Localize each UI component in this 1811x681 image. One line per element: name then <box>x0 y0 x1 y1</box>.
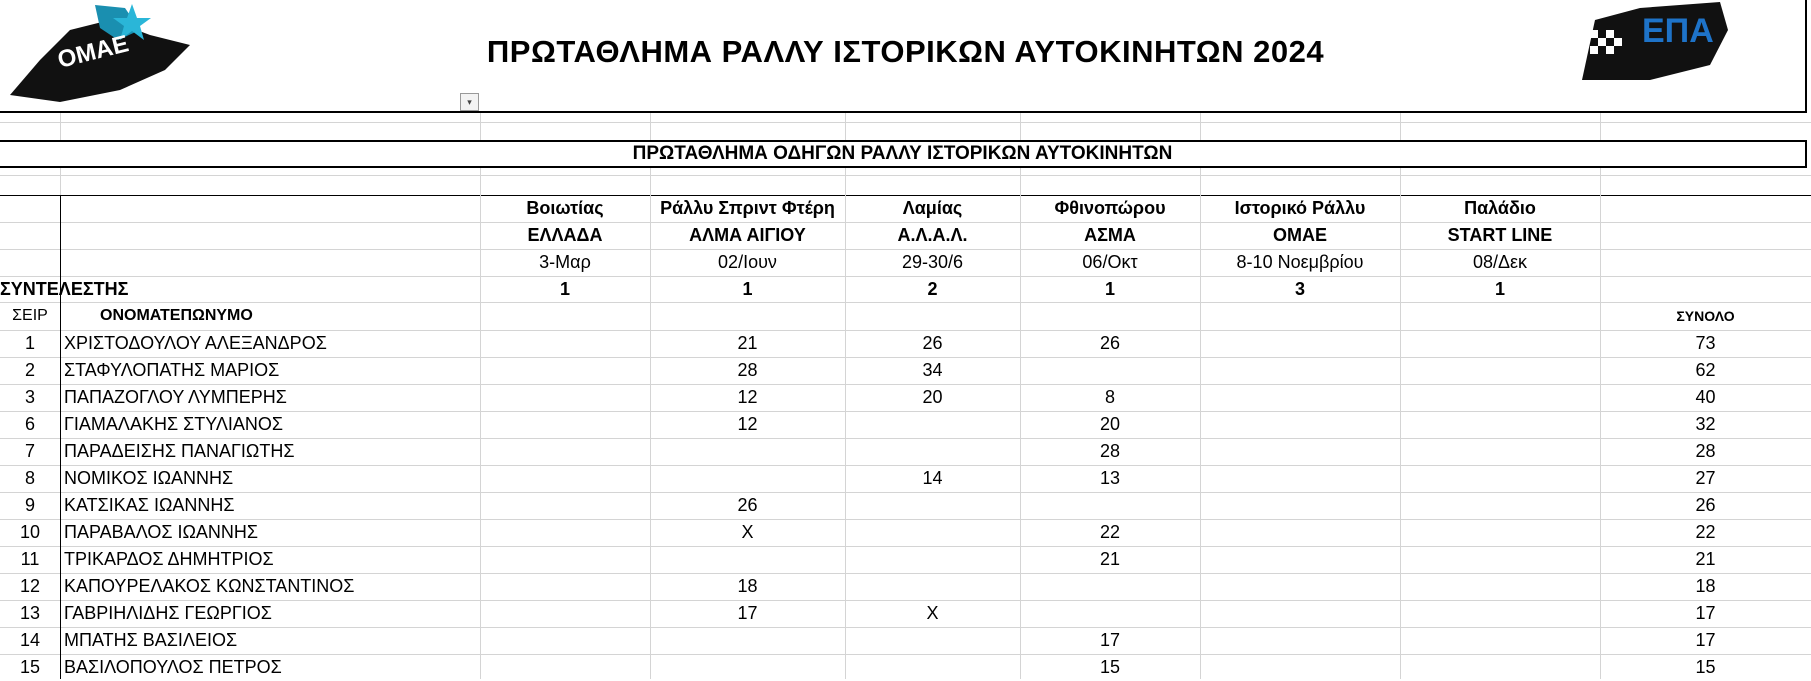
rank-cell[interactable]: 13 <box>19 603 41 623</box>
event-organizer-cell[interactable]: ΟΜΑΕ <box>1273 225 1327 245</box>
score-cell[interactable] <box>650 654 845 681</box>
score-cell[interactable]: X <box>741 522 754 542</box>
score-cell[interactable] <box>1200 654 1400 681</box>
score-cell[interactable] <box>480 330 650 357</box>
score-cell[interactable]: 21 <box>1099 549 1121 569</box>
total-header[interactable]: ΣΥΝΟΛΟ <box>1676 308 1735 324</box>
score-cell[interactable] <box>650 627 845 654</box>
score-cell[interactable] <box>480 465 650 492</box>
score-cell[interactable] <box>480 384 650 411</box>
event-organizer-cell[interactable]: ΑΛΜΑ ΑΙΓΙΟΥ <box>689 225 806 245</box>
score-cell[interactable] <box>845 411 1020 438</box>
score-cell[interactable] <box>1200 411 1400 438</box>
rank-cell[interactable]: 11 <box>20 549 40 569</box>
rank-cell[interactable]: 3 <box>24 387 35 407</box>
score-cell[interactable]: X <box>926 603 939 623</box>
rank-cell[interactable]: 9 <box>24 495 35 515</box>
score-cell[interactable] <box>1200 330 1400 357</box>
score-cell[interactable]: 12 <box>737 387 758 407</box>
score-cell[interactable] <box>845 573 1020 600</box>
logo-left-text: ΟΜΑΕ <box>54 30 132 74</box>
page-title: ΠΡΩΤΑΘΛΗΜΑ ΡΑΛΛΥ ΙΣΤΟΡΙΚΩΝ ΑΥΤΟΚΙΝΗΤΩΝ 2024 <box>486 34 1325 69</box>
total-cell[interactable]: 32 <box>1695 414 1716 434</box>
rank-header[interactable]: ΣΕΙΡ <box>12 307 48 324</box>
score-cell[interactable] <box>1400 492 1600 519</box>
total-cell[interactable]: 27 <box>1695 468 1716 488</box>
total-cell[interactable]: 15 <box>1695 657 1716 677</box>
rank-cell[interactable]: 14 <box>19 630 41 650</box>
event-coefficient-cell[interactable]: 1 <box>559 279 570 299</box>
grid-col-line <box>1600 113 1601 140</box>
score-cell[interactable] <box>1400 465 1600 492</box>
event-name-cell[interactable]: Ράλλυ Σπριντ Φτέρη <box>660 198 835 218</box>
driver-name-cell[interactable]: ΝΟΜΙΚΟΣ ΙΩΑΝΝΗΣ <box>64 468 234 488</box>
driver-name-cell[interactable]: ΜΠΑΤΗΣ ΒΑΣΙΛΕΙΟΣ <box>64 630 238 650</box>
total-cell[interactable]: 18 <box>1695 576 1716 596</box>
name-col-border <box>60 195 61 679</box>
score-cell[interactable] <box>1400 654 1600 681</box>
score-cell[interactable] <box>480 654 650 681</box>
grid-col-line <box>1200 113 1201 140</box>
total-cell[interactable]: 17 <box>1695 603 1716 623</box>
rank-cell[interactable]: 12 <box>19 576 41 596</box>
score-cell[interactable]: 20 <box>922 387 943 407</box>
grid-row-line <box>0 175 1811 176</box>
score-cell[interactable] <box>480 519 650 546</box>
score-cell[interactable] <box>845 438 1020 465</box>
score-cell[interactable]: 18 <box>737 576 758 596</box>
event-organizer-cell[interactable]: ΕΛΛΑΔΑ <box>527 225 603 245</box>
driver-name-cell[interactable]: ΚΑΤΣΙΚΑΣ ΙΩΑΝΝΗΣ <box>64 495 235 515</box>
grid-col-line <box>60 113 61 140</box>
dropdown-arrow-icon[interactable]: ▾ <box>460 93 479 111</box>
score-cell[interactable] <box>845 627 1020 654</box>
grid-col-line <box>845 113 846 140</box>
rank-cell[interactable]: 15 <box>19 657 41 677</box>
score-cell[interactable] <box>1020 357 1200 384</box>
event-coefficient-cell[interactable]: 3 <box>1294 279 1305 299</box>
driver-name-cell[interactable]: ΤΡΙΚΑΡΔΟΣ ΔΗΜΗΤΡΙΟΣ <box>64 549 274 569</box>
score-cell[interactable] <box>1200 465 1400 492</box>
driver-name-cell[interactable]: ΠΑΡΑΔΕΙΣΗΣ ΠΑΝΑΓΙΩΤΗΣ <box>64 441 295 461</box>
score-cell[interactable] <box>1200 438 1400 465</box>
score-cell[interactable]: 26 <box>737 495 758 515</box>
score-cell[interactable] <box>1400 546 1600 573</box>
driver-name-cell[interactable]: ΓΑΒΡΙΗΛΙΔΗΣ ΓΕΩΡΓΙΟΣ <box>64 603 272 623</box>
event-coefficient-cell[interactable]: 1 <box>1104 279 1115 299</box>
score-cell[interactable] <box>1400 384 1600 411</box>
event-organizer-cell[interactable]: ΑΣΜΑ <box>1084 225 1136 245</box>
event-organizer-cell[interactable]: START LINE <box>1447 225 1553 245</box>
score-cell[interactable] <box>1200 492 1400 519</box>
score-cell[interactable] <box>480 573 650 600</box>
rank-cell[interactable]: 8 <box>24 468 35 488</box>
score-cell[interactable]: 26 <box>922 333 943 353</box>
grid-row-line <box>0 122 1811 123</box>
score-cell[interactable]: 14 <box>922 468 943 488</box>
championship-subtitle: ΠΡΩΤΑΘΛΗΜΑ ΟΔΗΓΩΝ ΡΑΛΛΥ ΙΣΤΟΡΙΚΩΝ ΑΥΤΟΚΙΝΗΤΩΝ <box>0 140 1807 168</box>
driver-name-cell[interactable]: ΣΤΑΦΥΛΟΠΑΤΗΣ ΜΑΡΙΟΣ <box>64 360 280 380</box>
coefficient-label[interactable]: ΣΥΝΤΕΛΕΣΤΗΣ <box>0 279 129 299</box>
total-cell[interactable]: 26 <box>1695 495 1716 515</box>
event-date-cell[interactable]: 06/Οκτ <box>1082 252 1138 272</box>
grid-col-line <box>1020 113 1021 140</box>
event-date-cell[interactable]: 3-Μαρ <box>539 252 591 272</box>
name-header[interactable]: ΟΝΟΜΑΤΕΠΩΝΥΜΟ <box>100 307 253 324</box>
event-name-cell[interactable]: Λαμίας <box>902 198 963 218</box>
event-organizer-cell[interactable]: Α.Λ.Α.Λ. <box>897 225 968 245</box>
score-cell[interactable]: 13 <box>1099 468 1121 488</box>
total-cell[interactable]: 28 <box>1695 441 1716 461</box>
score-cell[interactable] <box>1400 357 1600 384</box>
score-cell[interactable] <box>480 411 650 438</box>
event-name-cell[interactable]: Βοιωτίας <box>526 198 604 218</box>
score-cell[interactable] <box>845 492 1020 519</box>
score-cell[interactable] <box>1200 573 1400 600</box>
score-cell[interactable] <box>845 519 1020 546</box>
score-cell[interactable]: 28 <box>1099 441 1121 461</box>
rank-cell[interactable]: 10 <box>19 522 41 542</box>
event-date-cell[interactable]: 02/Ιουν <box>718 252 777 272</box>
score-cell[interactable] <box>1400 600 1600 627</box>
score-cell[interactable]: 17 <box>737 603 758 623</box>
score-cell[interactable] <box>480 438 650 465</box>
score-cell[interactable] <box>1200 384 1400 411</box>
total-cell[interactable]: 73 <box>1695 333 1716 353</box>
score-cell[interactable]: 34 <box>922 360 943 380</box>
score-cell[interactable] <box>650 438 845 465</box>
grid-col-line <box>650 113 651 140</box>
score-cell[interactable] <box>1200 600 1400 627</box>
score-cell[interactable] <box>1400 519 1600 546</box>
score-cell[interactable]: 22 <box>1099 522 1121 542</box>
score-cell[interactable] <box>480 492 650 519</box>
score-cell[interactable] <box>1400 438 1600 465</box>
driver-name-cell[interactable]: ΒΑΣΙΛΟΠΟΥΛΟΣ ΠΕΤΡΟΣ <box>64 657 282 677</box>
score-cell[interactable] <box>1400 573 1600 600</box>
score-cell[interactable] <box>845 654 1020 681</box>
score-cell[interactable]: 28 <box>737 360 758 380</box>
rank-cell[interactable]: 2 <box>24 360 35 380</box>
score-cell[interactable]: 12 <box>737 414 758 434</box>
score-cell[interactable] <box>480 357 650 384</box>
total-cell[interactable]: 21 <box>1695 549 1716 569</box>
driver-name-cell[interactable]: ΠΑΠΑΖΟΓΛΟΥ ΛΥΜΠΕΡΗΣ <box>64 387 287 407</box>
score-cell[interactable] <box>650 546 845 573</box>
score-cell[interactable] <box>1020 573 1200 600</box>
total-cell[interactable]: 40 <box>1695 387 1716 407</box>
score-cell[interactable]: 21 <box>737 333 758 353</box>
event-coefficient-cell[interactable]: 2 <box>927 279 938 299</box>
event-name-cell[interactable]: Ιστορικό Ράλλυ <box>1234 198 1366 218</box>
total-cell[interactable]: 22 <box>1695 522 1716 542</box>
score-cell[interactable] <box>1200 546 1400 573</box>
rank-cell[interactable]: 6 <box>24 414 35 434</box>
score-cell[interactable]: 20 <box>1099 414 1121 434</box>
score-cell[interactable] <box>1200 519 1400 546</box>
score-cell[interactable] <box>480 627 650 654</box>
score-cell[interactable]: 26 <box>1099 333 1121 353</box>
driver-name-cell[interactable]: ΓΙΑΜΑΛΑΚΗΣ ΣΤΥΛΙΑΝΟΣ <box>64 414 284 434</box>
event-date-cell[interactable]: 8-10 Νοεμβρίου <box>1236 252 1364 272</box>
event-date-cell[interactable]: 29-30/6 <box>901 252 964 272</box>
total-cell[interactable]: 62 <box>1695 360 1716 380</box>
score-cell[interactable] <box>1020 492 1200 519</box>
score-cell[interactable]: 15 <box>1099 657 1121 677</box>
logo-right-text: ΕΠΑ <box>1642 12 1714 50</box>
score-cell[interactable] <box>1400 627 1600 654</box>
driver-name-cell[interactable]: ΚΑΠΟΥΡΕΛΑΚΟΣ ΚΩΝΣΤΑΝΤΙΝΟΣ <box>64 576 355 596</box>
event-date-cell[interactable]: 08/Δεκ <box>1472 252 1528 272</box>
total-cell[interactable]: 17 <box>1695 630 1716 650</box>
score-cell[interactable] <box>480 600 650 627</box>
driver-name-cell[interactable]: ΧΡΙΣΤΟΔΟΥΛΟΥ ΑΛΕΞΑΝΔΡΟΣ <box>64 333 327 353</box>
score-cell[interactable] <box>650 465 845 492</box>
rank-cell[interactable]: 7 <box>24 441 35 461</box>
score-cell[interactable]: 17 <box>1099 630 1121 650</box>
grid-col-line <box>480 113 481 140</box>
score-cell[interactable] <box>1400 330 1600 357</box>
score-cell[interactable] <box>845 546 1020 573</box>
event-coefficient-cell[interactable]: 1 <box>742 279 753 299</box>
event-name-cell[interactable]: Φθινοπώρου <box>1054 198 1166 218</box>
score-cell[interactable]: 8 <box>1104 387 1115 407</box>
rank-cell[interactable]: 1 <box>24 333 35 353</box>
score-cell[interactable] <box>1400 411 1600 438</box>
grid-col-line <box>1400 113 1401 140</box>
score-cell[interactable] <box>1200 627 1400 654</box>
score-cell[interactable] <box>480 546 650 573</box>
event-coefficient-cell[interactable]: 1 <box>1494 279 1505 299</box>
score-cell[interactable] <box>1200 357 1400 384</box>
event-name-cell[interactable]: Παλάδιο <box>1464 198 1536 218</box>
score-cell[interactable] <box>1020 600 1200 627</box>
driver-name-cell[interactable]: ΠΑΡΑΒΑΛΟΣ ΙΩΑΝΝΗΣ <box>64 522 259 542</box>
